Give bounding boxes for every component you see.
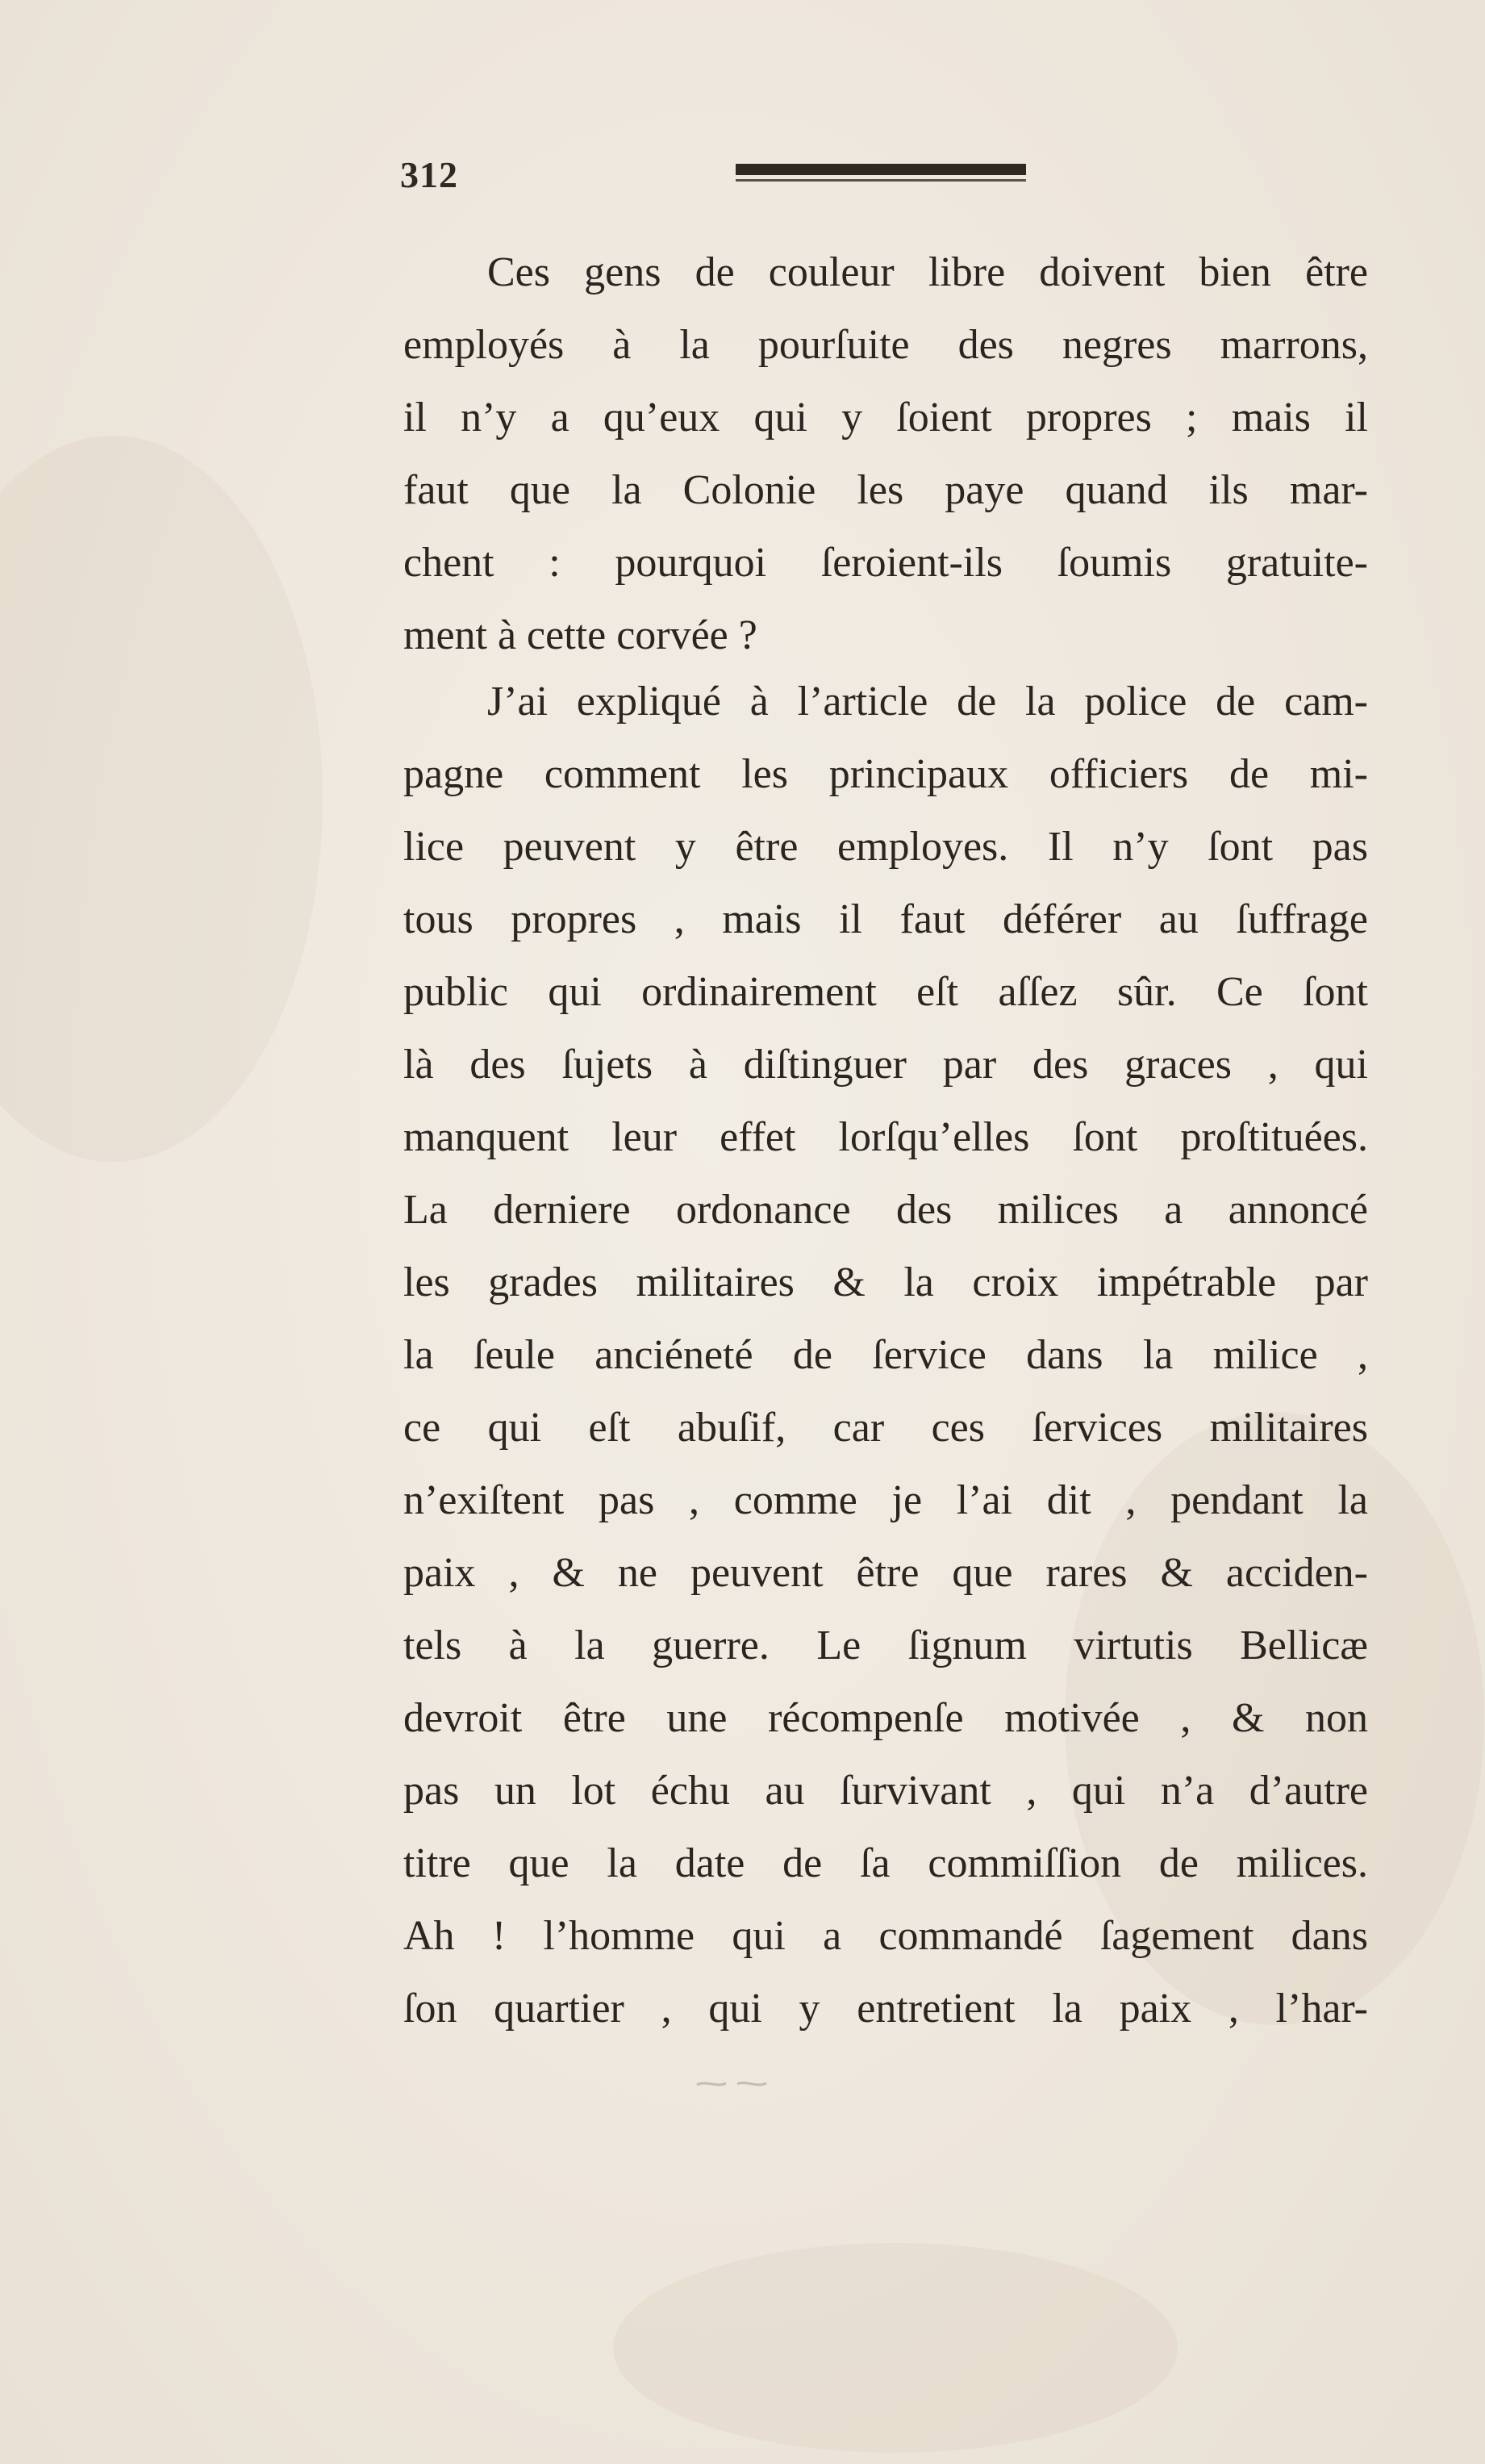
- text-line: lice peuvent y être employes. Il n’y ſont pas: [403, 824, 1368, 870]
- paper-stain: [613, 2243, 1178, 2453]
- text-line: J’ai expliqué à l’article de la police de cam-: [487, 679, 1368, 725]
- text-line: devroit être une récompenſe motivée , & non: [403, 1695, 1368, 1741]
- page-number: 312: [400, 154, 458, 195]
- text-line: tels à la guerre. Le ſignum virtutis Bellicæ: [403, 1622, 1368, 1668]
- text-line: La derniere ordonance des milices a annoncé: [403, 1187, 1368, 1233]
- text-line: ment à cette corvée ?: [403, 612, 757, 658]
- text-line: les grades militaires & la croix impétrable par: [403, 1259, 1368, 1305]
- text-line: pagne comment les principaux officiers de mi-: [403, 751, 1368, 797]
- header-rule: [736, 164, 1026, 175]
- text-line: ce qui eſt abuſif, car ces ſervices militaires: [403, 1405, 1368, 1451]
- text-line: employés à la pourſuite des negres marrons,: [403, 322, 1368, 368]
- text-line: Ces gens de couleur libre doivent bien être: [487, 249, 1368, 295]
- text-line: Ah ! l’homme qui a commandé ſagement dans: [403, 1913, 1368, 1959]
- text-line: il n’y a qu’eux qui y ſoient propres ; mais il: [403, 395, 1368, 441]
- text-line: faut que la Colonie les paye quand ils mar-: [403, 467, 1368, 513]
- header-rule: [736, 179, 1026, 182]
- text-line: ſon quartier , qui y entretient la paix , l’har-: [403, 1986, 1368, 2032]
- paper-stain: [0, 436, 323, 1162]
- text-line: tous propres , mais il faut déférer au ſuffrage: [403, 896, 1368, 942]
- text-line: manquent leur effet lorſqu’elles ſont proſtituées.: [403, 1114, 1368, 1160]
- text-line: la ſeule anciéneté de ſervice dans la milice ,: [403, 1332, 1368, 1378]
- text-line: pas un lot échu au ſurvivant , qui n’a d’autre: [403, 1768, 1368, 1814]
- text-line: paix , & ne peuvent être que rares & acciden-: [403, 1550, 1368, 1596]
- text-line: chent : pourquoi ſeroient-ils ſoumis gratuite-: [403, 540, 1368, 586]
- text-line: titre que la date de ſa commiſſion de milices.: [403, 1840, 1368, 1886]
- printer-ornament: [694, 2078, 770, 2090]
- text-line: public qui ordinairement eſt aſſez sûr. Ce ſont: [403, 969, 1368, 1015]
- text-line: n’exiſtent pas , comme je l’ai dit , pendant la: [403, 1477, 1368, 1523]
- text-line: là des ſujets à diſtinguer par des graces , qui: [403, 1042, 1368, 1088]
